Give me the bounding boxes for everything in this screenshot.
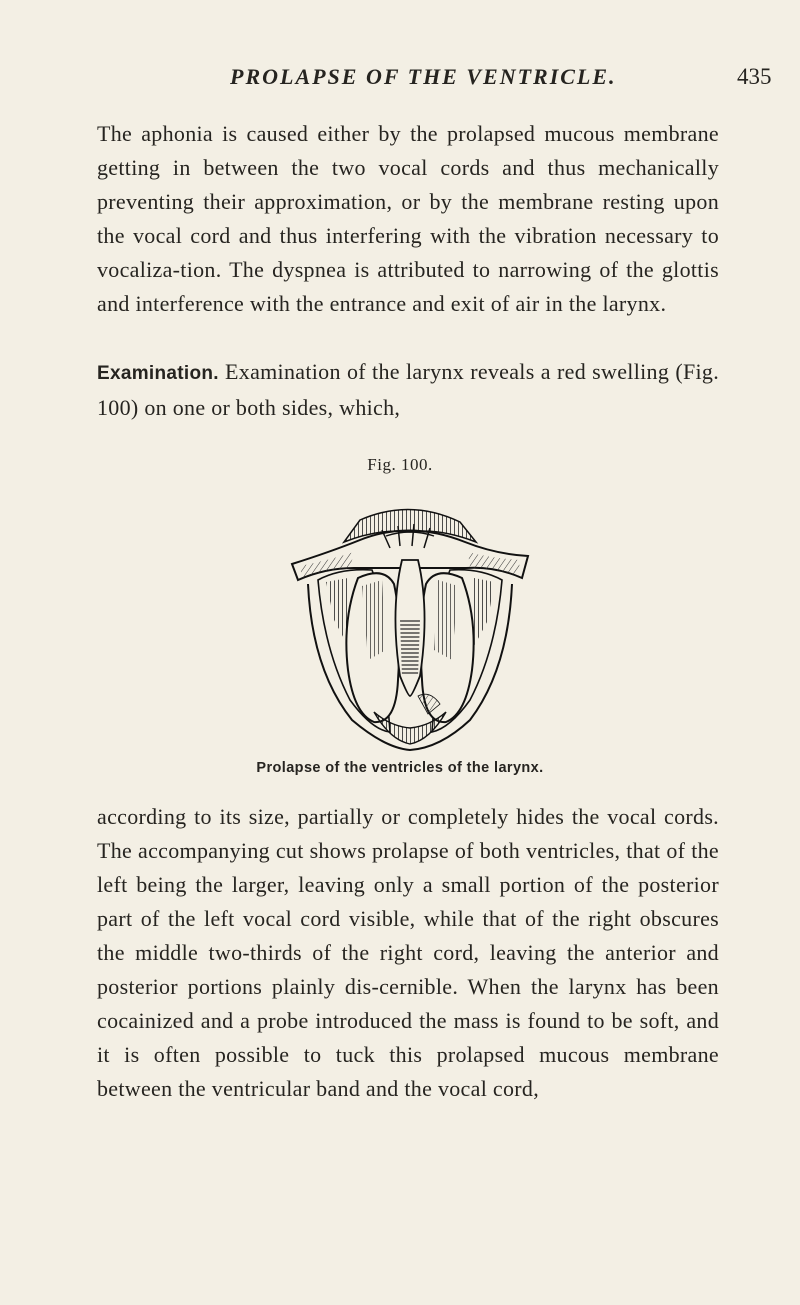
section-heading: Examination. — [97, 363, 219, 384]
paragraph-3: according to its size, partially or completely hides the vocal cords. The accompanying cut shows prolapse of both ventricles, that of the left being the larger, leaving only a small portion of the posterior part of the left vocal cord visible, while that of the right obscures the middle two-thirds of the right cord, leaving the anterior and posterior portions plainly dis-cernible. When the larynx has been cocainized and a probe introduced the mass is found to be soft, and it is often possible to tuck this prolapsed mucous membrane between the ventricular band and the vocal cord, — [97, 804, 719, 1101]
running-title: PROLAPSE OF THE VENTRICLE. — [230, 64, 617, 89]
paragraph-1: The aphonia is caused either by the prolapsed mucous membrane getting in between the two vocal cords and thus mechanically preventing their approximation, or by the membrane resting upon the vocal cord and thus interfering with the vibration necessary to vocaliza-tion. The dyspnea is attributed to narrowing of the glottis and interference with the entrance and exit of air in the larynx. — [97, 121, 719, 316]
page-number: 435 — [737, 64, 772, 89]
paragraph-2-text: Examination of the larynx reveals a red swelling (Fig. 100) on one or both sides, which, — [97, 359, 719, 420]
larynx-drawing — [290, 500, 530, 755]
figure-caption: Prolapse of the ventricles of the larynx. — [256, 760, 544, 776]
paragraph-2 — [97, 355, 719, 425]
figure-label: Fig. 100. — [367, 455, 433, 474]
page-header — [0, 64, 800, 104]
larynx-illustration — [290, 500, 530, 755]
